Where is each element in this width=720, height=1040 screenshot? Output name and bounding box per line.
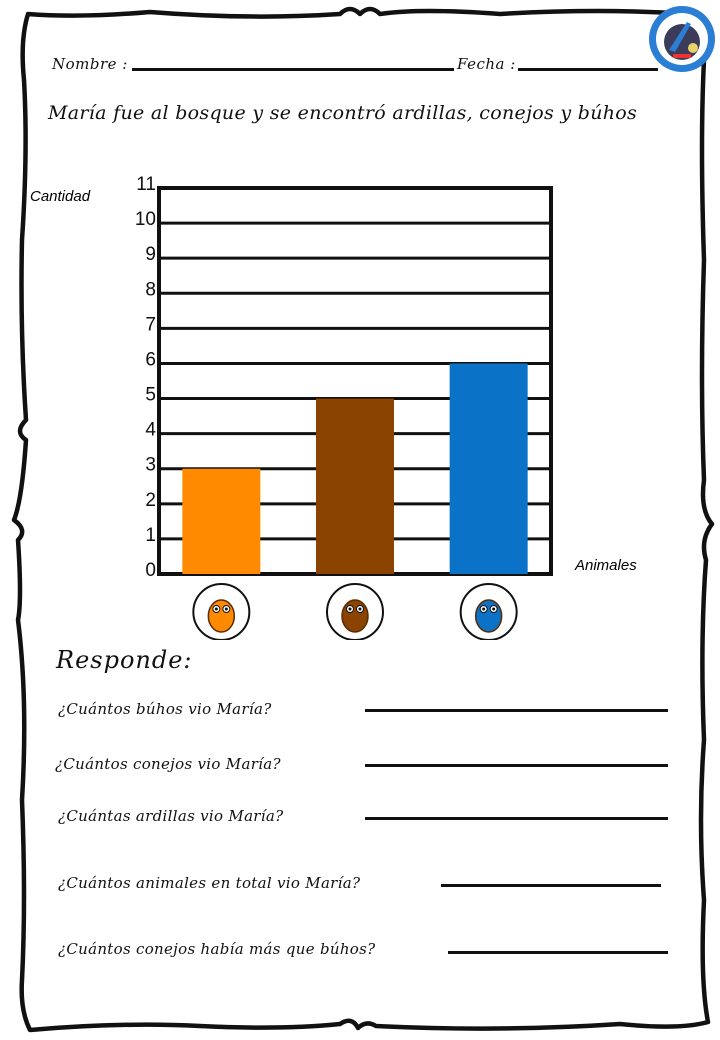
intro-text: María fue al bosque y se encontró ardillas, conejos y búhos	[48, 102, 638, 124]
y-tick-label: 10	[134, 209, 156, 231]
question-1: ¿Cuántos búhos vio María?	[58, 700, 272, 718]
question-2: ¿Cuántos conejos vio María?	[55, 755, 281, 773]
bunny-icon	[461, 584, 517, 640]
y-tick-label: 3	[145, 454, 156, 476]
question-4: ¿Cuántos animales en total vio María?	[58, 874, 361, 892]
y-tick-label: 4	[145, 419, 156, 441]
date-label: Fecha :	[457, 55, 516, 73]
y-tick-label: 5	[145, 384, 156, 406]
answer-line-2[interactable]	[365, 764, 668, 767]
y-tick-label: 11	[136, 174, 156, 195]
questions-title: Responde:	[56, 646, 193, 674]
y-tick-label: 7	[145, 314, 156, 336]
answer-line-4[interactable]	[441, 884, 661, 887]
y-tick-label: 9	[145, 244, 156, 266]
y-tick-label: 2	[145, 489, 156, 511]
date-answer-line[interactable]	[518, 68, 658, 71]
name-answer-line[interactable]	[132, 68, 454, 71]
x-axis-label: Animales	[575, 557, 637, 574]
bar-2	[450, 363, 528, 574]
question-3: ¿Cuántas ardillas vio María?	[58, 807, 284, 825]
name-label: Nombre :	[52, 55, 128, 73]
owl-icon	[193, 584, 249, 640]
answer-line-5[interactable]	[448, 951, 668, 954]
y-tick-label: 6	[145, 349, 156, 371]
bar-1	[316, 399, 394, 574]
y-tick-label: 8	[145, 279, 156, 301]
y-tick-label: 1	[145, 524, 156, 546]
bar-0	[182, 469, 260, 574]
answer-line-1[interactable]	[365, 709, 668, 712]
logo	[647, 4, 717, 74]
y-axis-label: Cantidad	[30, 188, 91, 205]
answer-line-3[interactable]	[365, 817, 668, 820]
question-5: ¿Cuántos conejos había más que búhos?	[58, 940, 376, 958]
y-tick-label: 0	[145, 560, 156, 581]
bar-chart	[0, 160, 720, 640]
squirrel-icon	[327, 584, 383, 640]
